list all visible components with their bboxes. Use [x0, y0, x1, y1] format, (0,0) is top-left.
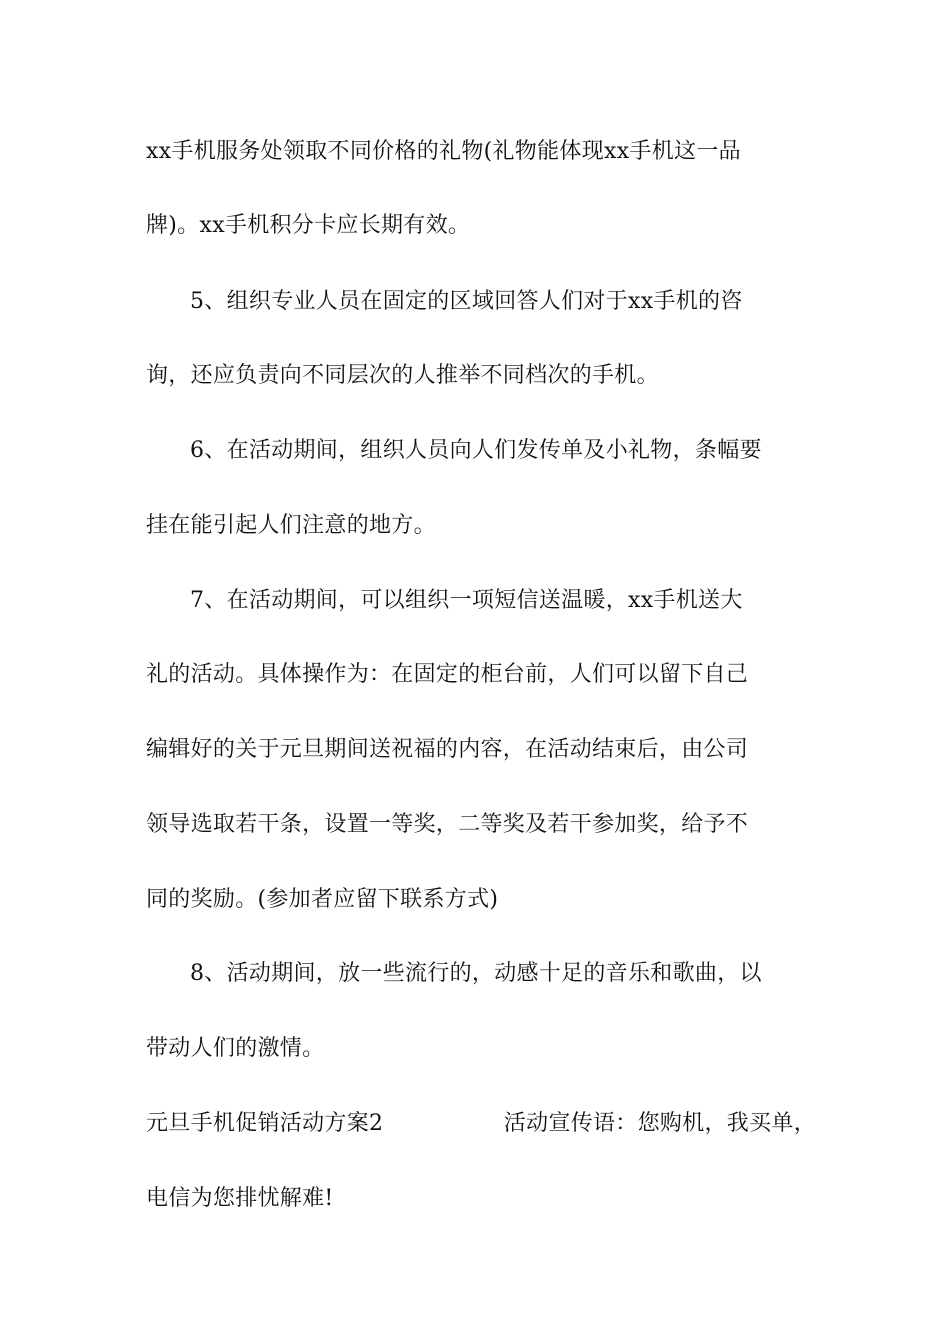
section-heading-line [146, 1109, 816, 1139]
paragraph-line: 挂在能引起人们注意的地方。 [146, 513, 436, 538]
paragraph-line: 礼的活动。具体操作为：在固定的柜台前，人们可以留下自己 [146, 662, 749, 687]
paragraph-line: 5、组织专业人员在固定的区域回答人们对于xx手机的咨 [190, 289, 743, 314]
paragraph-line: 6、在活动期间，组织人员向人们发传单及小礼物，条幅要 [190, 438, 762, 463]
paragraph-line: 牌)。xx手机积分卡应长期有效。 [146, 213, 471, 238]
paragraph-line: 编辑好的关于元旦期间送祝福的内容，在活动结束后，由公司 [146, 737, 749, 762]
paragraph-line: 电信为您排忧解难! [146, 1186, 334, 1211]
paragraph-line: xx手机服务处领取不同价格的礼物(礼物能体现xx手机这一品 [146, 139, 741, 164]
paragraph-line: 同的奖励。(参加者应留下联系方式) [146, 887, 499, 912]
paragraph-line: 带动人们的激情。 [146, 1036, 325, 1061]
slogan-text: 活动宣传语：您购机，我买单， [503, 1111, 816, 1136]
paragraph-line: 7、在活动期间，可以组织一项短信送温暖，xx手机送大 [190, 588, 743, 613]
paragraph-line: 询，还应负责向不同层次的人推举不同档次的手机。 [146, 363, 659, 388]
paragraph-line: 领导选取若干条，设置一等奖，二等奖及若干参加奖，给予不 [146, 812, 749, 837]
section-title: 元旦手机促销活动方案2 [146, 1111, 384, 1136]
paragraph-line: 8、活动期间，放一些流行的，动感十足的音乐和歌曲，以 [190, 961, 762, 986]
